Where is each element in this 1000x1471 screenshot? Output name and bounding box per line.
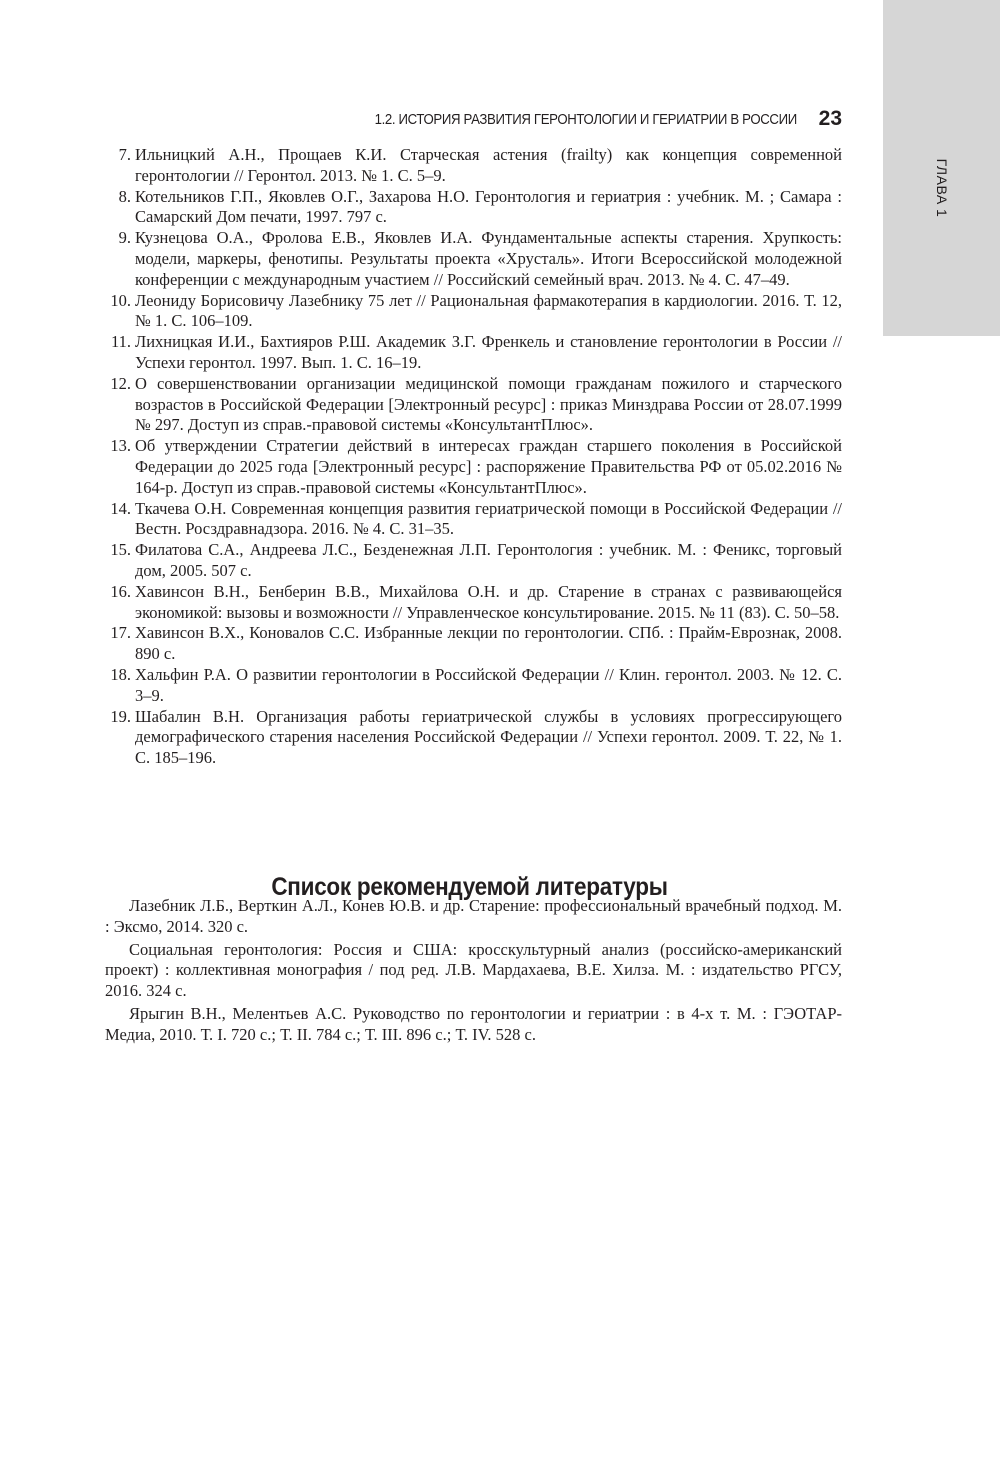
reference-text: Котельников Г.П., Яковлев О.Г., Захарова Н.О. Геронтология и гериатрия : учебник. М. ; Самара : Самарский Дом печати, 1997. 797 с. [135,186,842,227]
reference-text: Шабалин В.Н. Организация работы гериатрической службы в условиях прогрессирующего демографического старения населения Российской Федерации // Успехи геронтол. 2009. Т. 22, № 1. С. 185–196. [135,706,842,768]
running-title: 1.2. ИСТОРИЯ РАЗВИТИЯ ГЕРОНТОЛОГИИ И ГЕРИАТРИИ В РОССИИ [374,110,797,128]
recommended-literature-list [105,896,842,1048]
reference-text: Хавинсон В.Х., Коновалов С.С. Избранные лекции по геронтологии. СПб. : Прайм-Еврознак, 2008. 890 с. [135,623,842,664]
reference-number: 14. [110,498,131,518]
reference-text: Лихницкая И.И., Бахтияров Р.Ш. Академик З.Г. Френкель и становление геронтологии в России // Успехи геронтол. 1997. Вып. 1. С. 16–19. [135,332,842,372]
chapter-side-tab [883,0,1000,336]
reference-item [97,145,842,187]
reference-item [97,707,842,769]
reference-item [97,187,842,229]
recommended-item: Ярыгин В.Н., Мелентьев А.С. Руководство по геронтологии и гериатрии : в 4-х т. М. : ГЭОТАР-Медиа, 2010. Т. I. 720 с.; Т. II. 784 с.; Т. III. 896 с.; Т. IV. 528 с. [105,1003,842,1044]
recommended-literature-heading: Список рекомендуемой литературы [271,872,668,901]
reference-item [97,228,842,290]
reference-item [97,291,842,333]
reference-text: Кузнецова О.А., Фролова Е.В., Яковлев И.А. Фундаментальные аспекты старения. Хрупкость: модели, маркеры, фенотипы. Результаты проекта «Хрусталь». Итоги Всероссийской молодежной конференции с международным участием // Российский семейный врач. 2013. № 4. С. 47–49. [135,228,842,289]
chapter-label: ГЛАВА 1 [933,158,950,218]
reference-item [97,665,842,707]
reference-item [97,623,842,665]
recommended-item: Лазебник Л.Б., Верткин А.Л., Конев Ю.В. и др. Старение: профессиональный врачебный подход. М. : Эксмо, 2014. 320 с. [105,896,842,936]
reference-number: 19. [110,706,131,726]
reference-number: 7. [118,145,131,164]
reference-item [97,436,842,498]
reference-text: Ткачева О.Н. Современная концепция развития гериатрической помощи в Российской Федерации // Вестн. Росздравнадзора. 2016. № 4. С. 31–35. [135,498,842,539]
reference-text: Хальфин Р.А. О развитии геронтологии в Российской Федерации // Клин. геронтол. 2003. № 12. С. 3–9. [135,664,842,705]
reference-text: Ильницкий А.Н., Прощаев К.И. Старческая астения (frailty) как концепция современной геронтологии // Геронтол. 2013. № 1. С. 5–9. [135,145,842,185]
running-header [330,104,842,134]
reference-number: 16. [110,581,131,601]
reference-text: Филатова С.А., Андреева Л.С., Безденежная Л.П. Геронтология : учебник. М. : Феникс, торговый дом, 2005. 507 с. [135,540,842,580]
reference-item [97,540,842,582]
reference-item [97,374,842,436]
reference-number: 13. [110,436,131,456]
reference-number: 10. [110,290,131,310]
reference-number: 18. [110,664,131,684]
reference-text: Хавинсон В.Н., Бенберин В.В., Михайлова О.Н. и др. Старение в странах с развивающейся экономикой: вызовы и возможности // Управленческое консультирование. 2015. № 11 (83). С. 50–58. [135,581,842,622]
reference-number: 15. [110,540,131,560]
reference-text: Леониду Борисовичу Лазебнику 75 лет // Рациональная фармакотерапия в кардиологии. 2016. Т. 12, № 1. С. 106–109. [135,290,842,331]
reference-text: Об утверждении Стратегии действий в интересах граждан старшего поколения в Российской Федерации до 2025 года [Электронный ресурс] : распоряжение Правительства РФ от 05.02.2016 № 164-р. Доступ из справ.-правовой системы «КонсультантПлюс». [135,436,842,497]
reference-text: О совершенствовании организации медицинской помощи гражданам пожилого и старческого возрастов в Российской Федерации [Электронный ресурс] : приказ Минздрава России от 28.07.1999 № 297. Доступ из справ.-правовой системы «КонсультантПлюс». [135,373,842,435]
reference-number: 8. [118,186,131,206]
reference-list [97,145,842,769]
reference-number: 12. [110,373,131,393]
reference-item [97,332,842,374]
reference-number: 11. [110,332,131,352]
reference-number: 9. [118,228,131,248]
reference-item [97,582,842,624]
recommended-item: Социальная геронтология: Россия и США: кросскультурный анализ (российско-американский проект) : коллективная монография / под ред. Л.В. Мардахаева, В.Е. Хилза. М. : издательство РГСУ, 2016. 324 с. [105,939,842,1001]
reference-item [97,499,842,541]
reference-number: 17. [110,623,131,643]
page-number: 23 [818,107,842,130]
